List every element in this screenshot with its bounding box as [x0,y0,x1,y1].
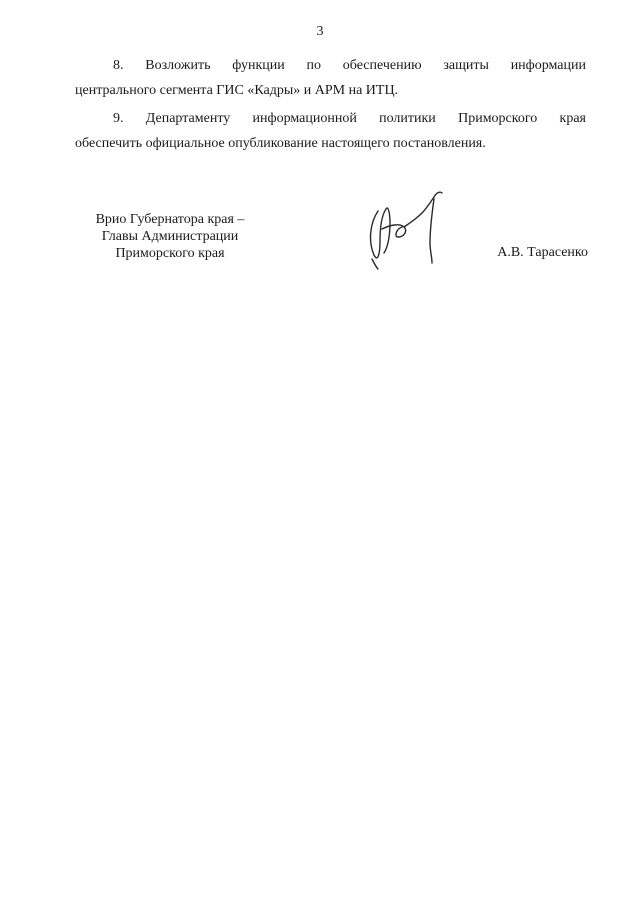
signer-title-line-2: Главы Администрации [101,229,239,244]
signer-title-line-1: Врио Губернатора края – [95,212,245,227]
paragraph-8-line-1: 8. Возложить функции по обеспечению защиты информации [113,58,586,73]
paragraph-8 [75,53,586,103]
paragraph-8-line-2: центрального сегмента ГИС «Кадры» и АРМ на ИТЦ. [75,83,399,98]
paragraph-9 [75,106,586,156]
signer-name: А.В. Тарасенко [497,245,588,260]
handwritten-signature [360,183,450,278]
paragraph-9-line-2: обеспечить официальное опубликование настоящего постановления. [75,136,486,151]
signer-title [70,211,270,262]
paragraph-9-line-1: 9. Департаменту информационной политики Приморского края [113,111,586,126]
page-number: 3 [316,24,324,39]
signer-title-line-3: Приморского края [115,246,225,261]
